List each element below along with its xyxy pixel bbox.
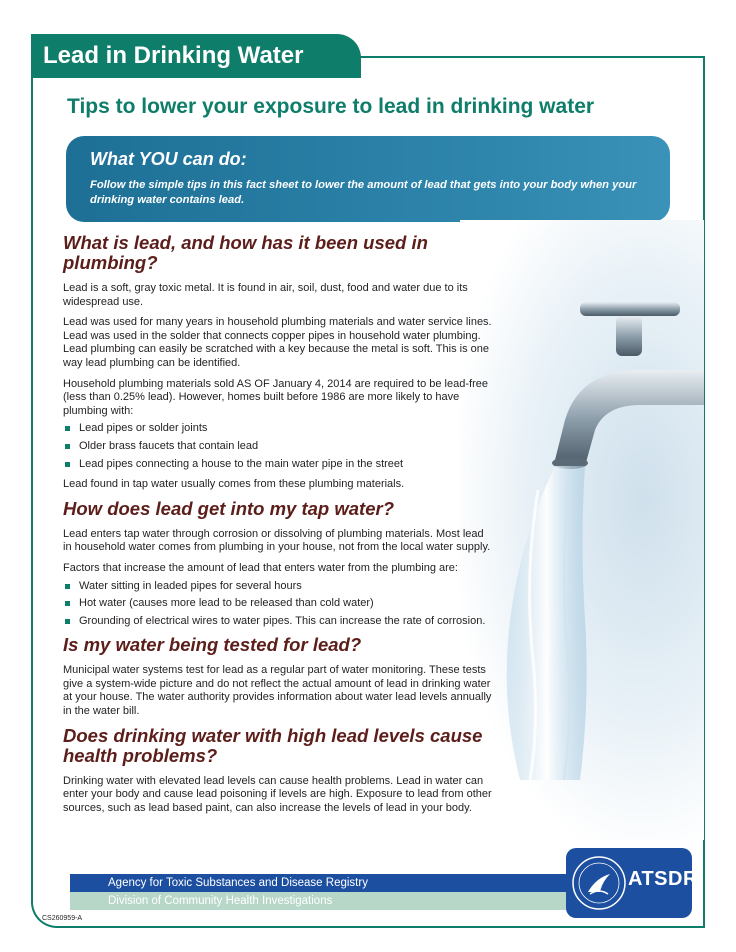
- document-code: CS260959-A: [42, 915, 83, 922]
- list-item: Older brass faucets that contain lead: [63, 440, 493, 454]
- paragraph: Household plumbing materials sold AS OF January 4, 2014 are required to be lead-free (less than 0.25% lead). However, homes built before 1986 are more likely to have plumbing with:: [63, 377, 488, 417]
- paragraph: Lead was used for many years in household plumbing materials and water service lines. Lead was used in the solder that connects copper pipes in household water plumbing. Lead plumbing can easily be scratched with a key because the metal is soft. This is one way lead plumbing can be identified.: [63, 316, 492, 369]
- bullet-list: [63, 580, 493, 629]
- paragraph: Lead enters tap water through corrosion or dissolving of plumbing materials. Most lead in household water comes from plumbing in your house, not from the local water supply.: [63, 527, 491, 554]
- callout-box: [66, 136, 670, 222]
- atsdr-logo: [566, 848, 698, 918]
- main-content: [63, 233, 493, 822]
- section-heading-what-is-lead: What is lead, and how has it been used in plumbing?: [63, 232, 428, 273]
- section-heading-health: Does drinking water with high lead levels cause health problems?: [63, 724, 483, 766]
- bullet-list: [63, 422, 493, 471]
- paragraph: Factors that increase the amount of lead that enters water from the plumbing are:: [63, 561, 458, 574]
- footer-agency: Agency for Toxic Substances and Disease Registry: [70, 874, 590, 892]
- hhs-seal-icon: [566, 848, 626, 918]
- paragraph: Lead found in tap water usually comes from these plumbing materials.: [63, 478, 405, 491]
- faucet-image: [460, 220, 704, 840]
- section-heading-testing: Is my water being tested for lead?: [63, 634, 362, 656]
- footer-division: Division of Community Health Investigations: [70, 892, 590, 910]
- callout-text: Follow the simple tips in this fact sheet to lower the amount of lead that gets into your body when your drinking water contains lead.: [90, 179, 637, 206]
- list-item: Grounding of electrical wires to water pipes. This can increase the rate of corrosion.: [63, 615, 493, 629]
- list-item: Lead pipes or solder joints: [63, 422, 493, 436]
- page-title: Lead in Drinking Water: [31, 34, 361, 78]
- paragraph: Lead is a soft, gray toxic metal. It is found in air, soil, dust, food and water due to its widespread use.: [63, 282, 468, 308]
- list-item: Water sitting in leaded pipes for several hours: [63, 580, 493, 594]
- callout-heading: What YOU can do:: [90, 149, 247, 169]
- logo-text: ATSDR: [628, 868, 698, 890]
- section-heading-tap-water: How does lead get into my tap water?: [63, 497, 394, 519]
- page-frame-top: [360, 56, 705, 58]
- list-item: Hot water (causes more lead to be released than cold water): [63, 597, 493, 611]
- paragraph: Municipal water systems test for lead as a regular part of water monitoring. These tests give a system-wide picture and do not reflect the actual amount of lead in drinking water at your house. The water authority provides information about water lead levels annually in the water bill.: [63, 664, 492, 718]
- paragraph: Drinking water with elevated lead levels can cause health problems. Lead in water can enter your body and cause lead poisoning if levels are high. Exposure to lead from other sources, such as lead based paint, can also increase the levels of lead in your body.: [63, 774, 492, 814]
- faucet-illustration: [460, 220, 704, 840]
- page-subtitle: Tips to lower your exposure to lead in drinking water: [67, 95, 595, 118]
- list-item: Lead pipes connecting a house to the main water pipe in the street: [63, 458, 493, 472]
